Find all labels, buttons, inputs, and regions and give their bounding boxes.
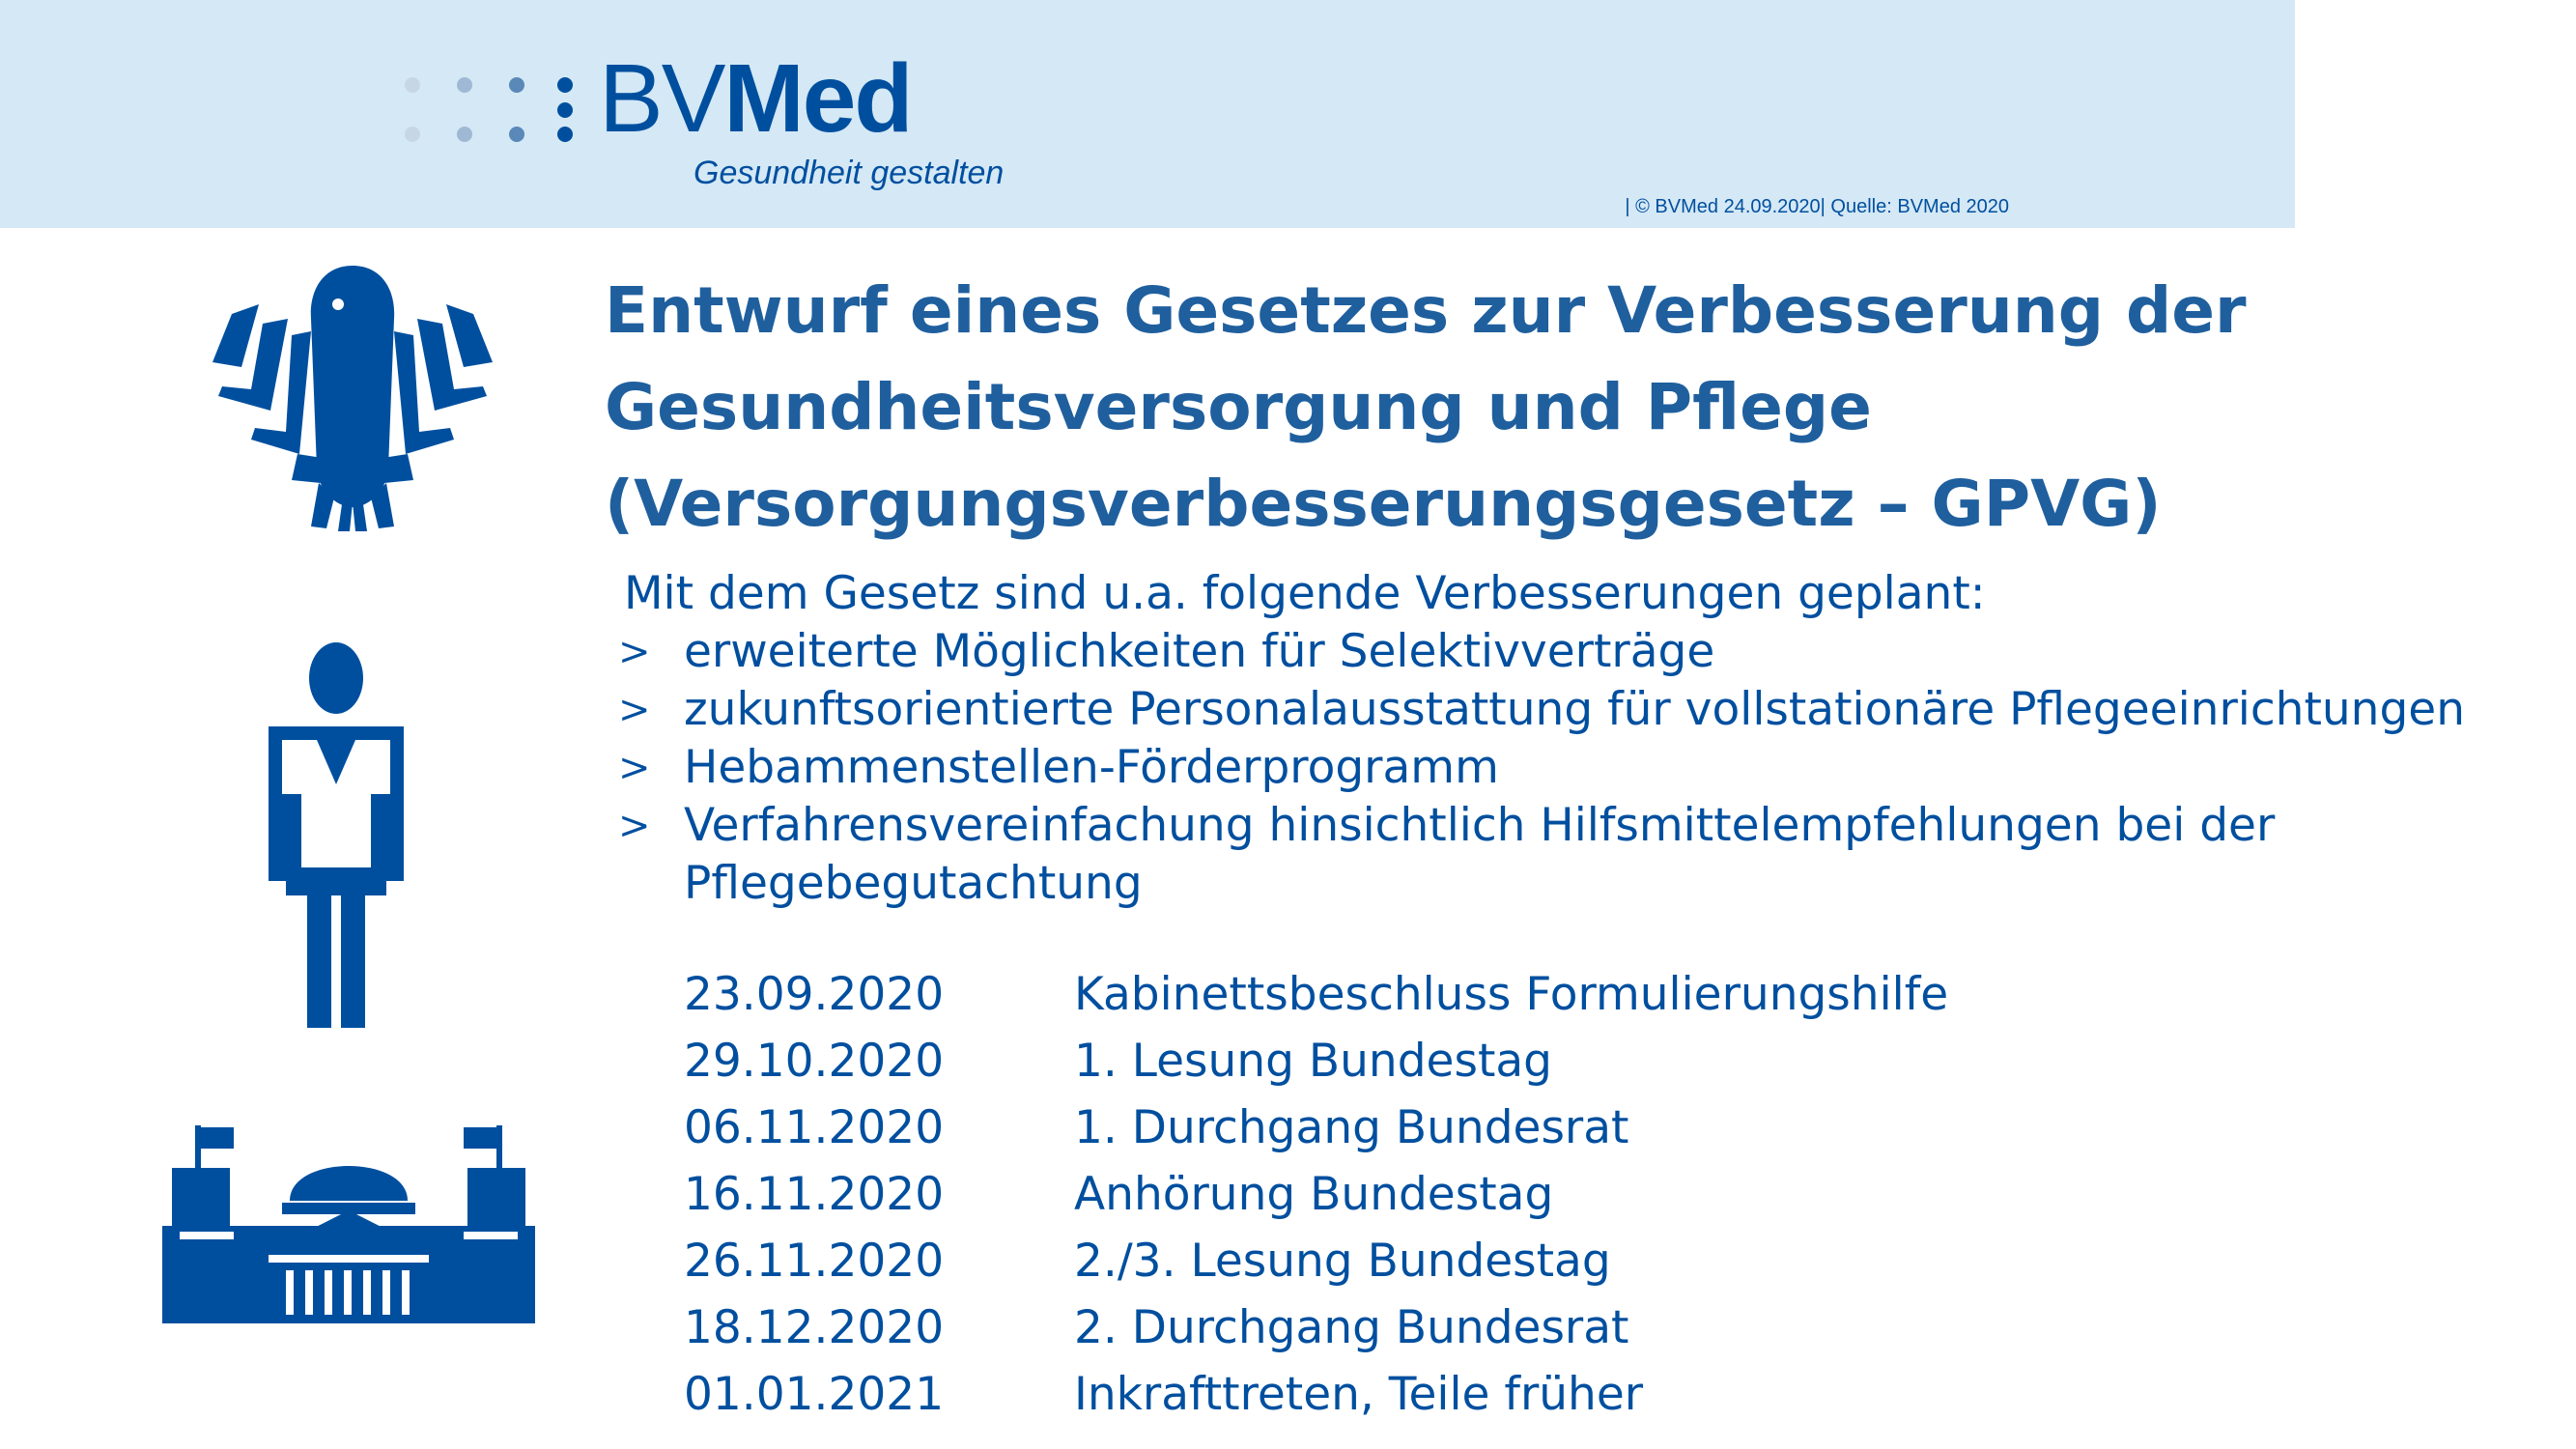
federal-eagle-icon (203, 266, 502, 531)
header-band (0, 0, 2295, 228)
logo-tagline: Gesundheit gestalten (694, 155, 1005, 191)
intro-text: Mit dem Gesetz sind u.a. folgende Verbesserungen geplant: (624, 567, 1986, 620)
timeline-date: 23.09.2020 (684, 968, 945, 1021)
title-line: Entwurf eines Gesetzes zur Verbesserung der (605, 273, 2247, 348)
timeline-date: 29.10.2020 (684, 1035, 945, 1088)
timeline-event: 1. Lesung Bundestag (1074, 1035, 1553, 1088)
table-row (684, 1094, 1948, 1161)
timeline-date: 26.11.2020 (684, 1235, 945, 1288)
timeline-event: 2./3. Lesung Bundestag (1074, 1235, 1611, 1288)
timeline-event: 2. Durchgang Bundesrat (1074, 1301, 1629, 1354)
timeline-date: 16.11.2020 (684, 1168, 945, 1221)
bullet-marker: > (618, 804, 651, 848)
list-item: > zukunftsorientierte Personalausstattung für vollstationäre Pflegeeinrichtungen (618, 681, 2465, 739)
timeline-date: 18.12.2020 (684, 1301, 945, 1354)
table-row (684, 961, 1948, 1028)
timeline-event: Kabinettsbeschluss Formulierungshilfe (1074, 968, 1949, 1021)
title-line: (Versorgungsverbesserungsgesetz – GPVG) (605, 467, 2162, 541)
timeline-event: 1. Durchgang Bundesrat (1074, 1101, 1629, 1154)
timeline-date: 01.01.2021 (684, 1368, 945, 1421)
timeline-date: 06.11.2020 (684, 1101, 945, 1154)
table-row (684, 1161, 1948, 1228)
table-row (684, 1361, 1948, 1428)
table-row (684, 1028, 1948, 1094)
table-row (684, 1294, 1948, 1361)
bullet-marker: > (618, 630, 651, 674)
list-item: > erweiterte Möglichkeiten für Selektivverträge (618, 623, 2465, 681)
timeline-table (684, 961, 1948, 1428)
timeline-event: Anhörung Bundestag (1074, 1168, 1554, 1221)
list-item: > Hebammenstellen-Förderprogramm (618, 739, 2465, 797)
bullet-marker: > (618, 688, 651, 732)
logo-dots-icon (403, 75, 577, 149)
timeline-event: Inkrafttreten, Teile früher (1074, 1368, 1644, 1421)
bvmed-logo: BVMed (599, 44, 912, 153)
title-line: Gesundheitsversorgung und Pflege (605, 370, 1872, 444)
page-title (605, 263, 2343, 553)
bullet-marker: > (618, 746, 651, 790)
person-icon (269, 639, 404, 1028)
improvements-list (618, 623, 2465, 913)
list-item: > Verfahrensvereinfachung hinsichtlich Hilfsmittelempfehlungen bei der Pflegebegutachtung (618, 799, 2276, 910)
table-row (684, 1228, 1948, 1294)
reichstag-building-icon (162, 1125, 535, 1323)
copyright-source: | © BVMed 24.09.2020| Quelle: BVMed 2020 (1625, 196, 2009, 217)
